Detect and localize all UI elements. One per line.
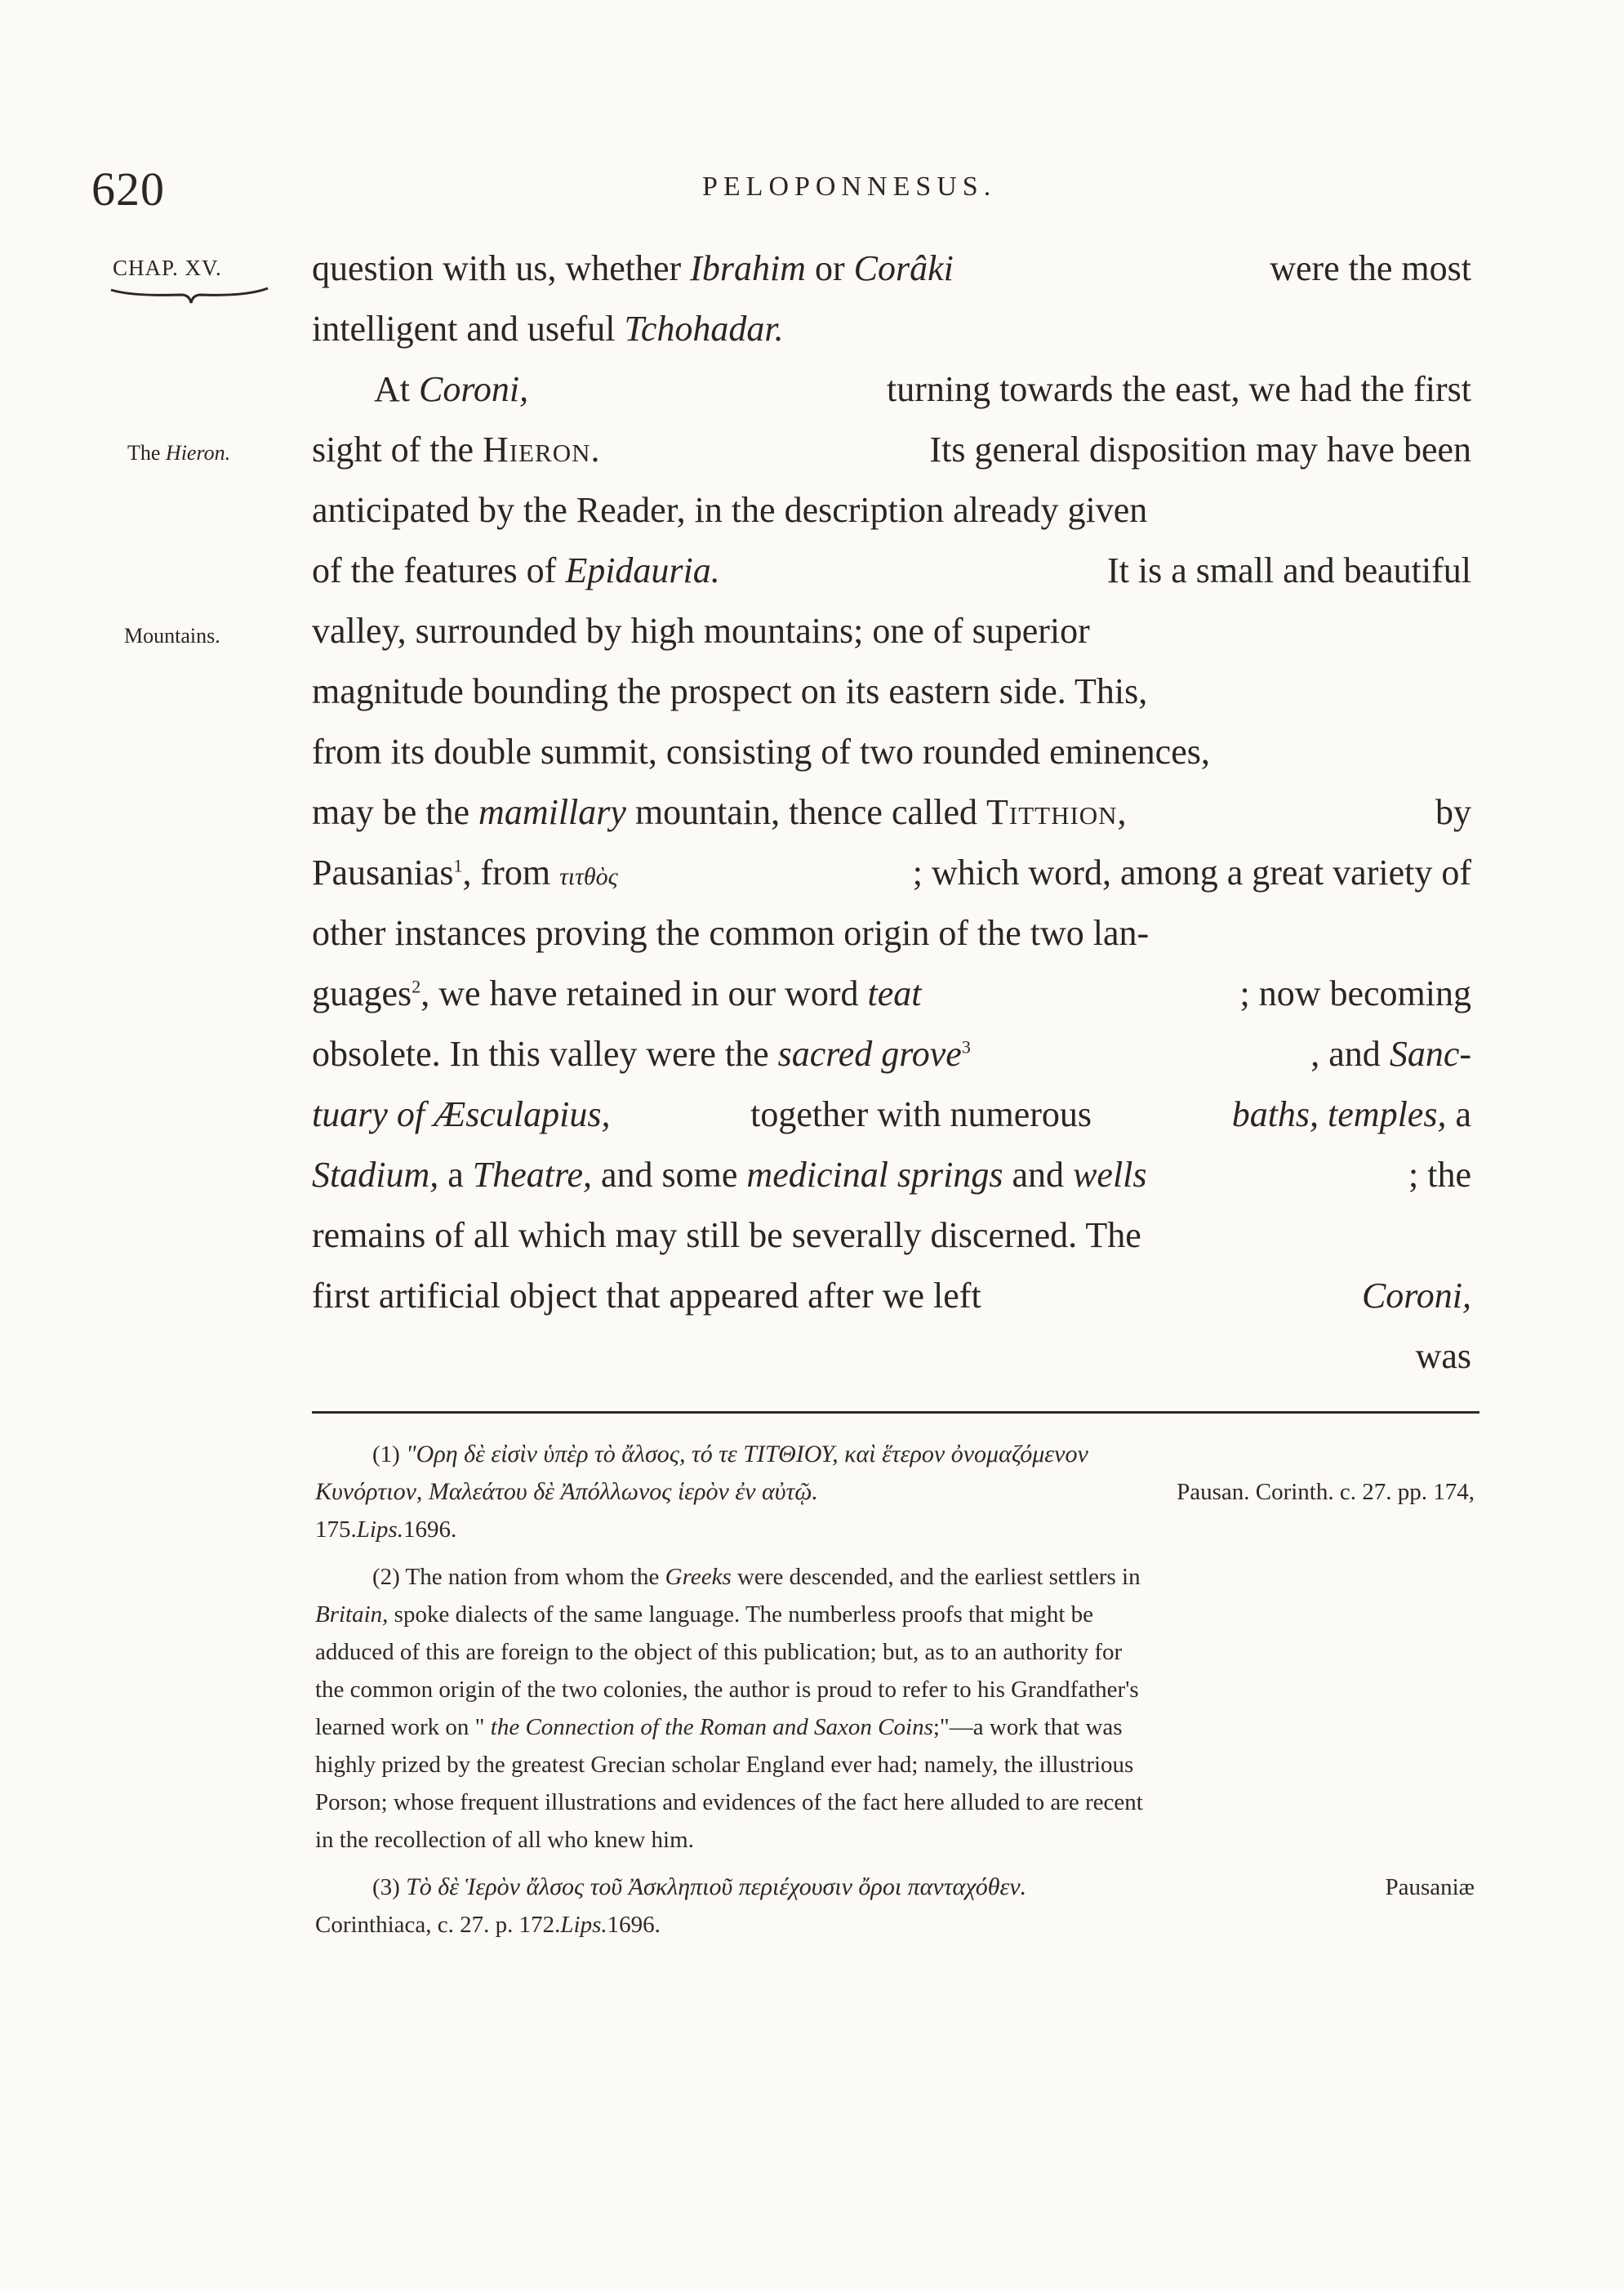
text-line: first artificial object that appeared after we left Coroni, xyxy=(312,1276,1471,1316)
text-line: tuary of Æsculapius, together with numerous baths, temples, a xyxy=(312,1094,1471,1134)
chapter-brace-ornament xyxy=(108,283,271,308)
chapter-marker: CHAP. XV. xyxy=(113,256,222,280)
text-line: anticipated by the Reader, in the description already given xyxy=(312,490,1148,530)
text-line: sight of the Hieron. Its general disposition may have been xyxy=(312,430,1471,470)
footnote-1: (1) "Ορη δὲ εἰσὶν ὑπὲρ τὸ ἄλσος, τό τε ΤΙΤΘΙΟΥ, καὶ ἕτερον ὀνομαζόμενον Κυνόρτιον, Μαλεάτου δὲ Ἀπόλλωνος ἱερὸν ἐν αὐτῷ. Pausan. Corinth. c. 27. pp. 174, 175. Lips. 1696. xyxy=(315,1441,1475,1543)
margin-note-hieron-prefix: The xyxy=(127,441,161,465)
text-line: remains of all which may still be severally discerned. The xyxy=(312,1215,1141,1255)
text-line: may be the mamillary mountain, thence called Titthion, by xyxy=(312,792,1471,832)
margin-note-hieron-label: Hieron. xyxy=(165,441,231,465)
text-line: magnitude bounding the prospect on its eastern side. This, xyxy=(312,671,1148,711)
text-line: guages$^2$, we have retained in our word teat ; now becoming xyxy=(312,973,1471,1013)
text-line: valley, surrounded by high mountains; one of superior xyxy=(312,611,1090,651)
text-line: Pausanias$^1$, from τιτθὸς ; which word, among a great variety of xyxy=(312,853,1471,893)
footnote-ref-2: 2 xyxy=(412,976,421,997)
footnotes xyxy=(315,1436,1475,1953)
footnote-ref-3: 3 xyxy=(961,1036,971,1058)
footnote-ref-1: 1 xyxy=(453,855,463,876)
text-line: question with us, whether Ibrahim or Corâki were the most xyxy=(312,248,1471,288)
text-line: intelligent and useful Tchohadar. xyxy=(312,309,784,349)
text-line: from its double summit, consisting of two rounded eminences, xyxy=(312,732,1210,772)
body-text xyxy=(312,238,1471,1387)
footnote-2: (2) The nation from whom the Greeks were descended, and the earliest settlers in Britain, spoke dialects of the same language. The numberless proofs that might be adduced of this are foreign to the object of this publication; but, as to an authority for the common origin of the two colonies, the author is proud to refer to his Grandfather's learned work on " the Connection of the Roman and Saxon Coins;"—a work that was highly prized by the greatest Grecian scholar England ever had; namely, the illustrious Porson; whose frequent illustrations and evidences of the fact here alluded to are recent in the recollection of all who knew him. xyxy=(315,1564,1143,1853)
text-line: obsolete. In this valley were the sacred grove$^3$ , and Sanc- xyxy=(312,1034,1471,1074)
catchword: was xyxy=(1415,1336,1471,1376)
text-line: other instances proving the common origin of the two lan- xyxy=(312,913,1150,953)
footnote-rule xyxy=(312,1411,1479,1414)
running-title: PELOPONNESUS. xyxy=(702,171,997,202)
text-line: At Coroni, turning towards the east, we had the first xyxy=(374,369,1471,409)
margin-note-mountains: Mountains. xyxy=(124,624,220,648)
text-line: Stadium, a Theatre, and some medicinal springs and wells ; the xyxy=(312,1155,1471,1195)
page-number: 620 xyxy=(91,163,165,216)
footnote-3: (3) Τὸ δὲ Ἱερὸν ἄλσος τοῦ Ἀσκληπιοῦ περιέχουσιν ὄροι πανταχόθεν. Pausaniæ Corinthiaca, c. 27. p. 172. Lips. 1696. xyxy=(315,1873,1475,1938)
text-line: of the features of Epidauria. It is a small and beautiful xyxy=(312,550,1471,590)
margin-note-hieron xyxy=(127,441,230,465)
